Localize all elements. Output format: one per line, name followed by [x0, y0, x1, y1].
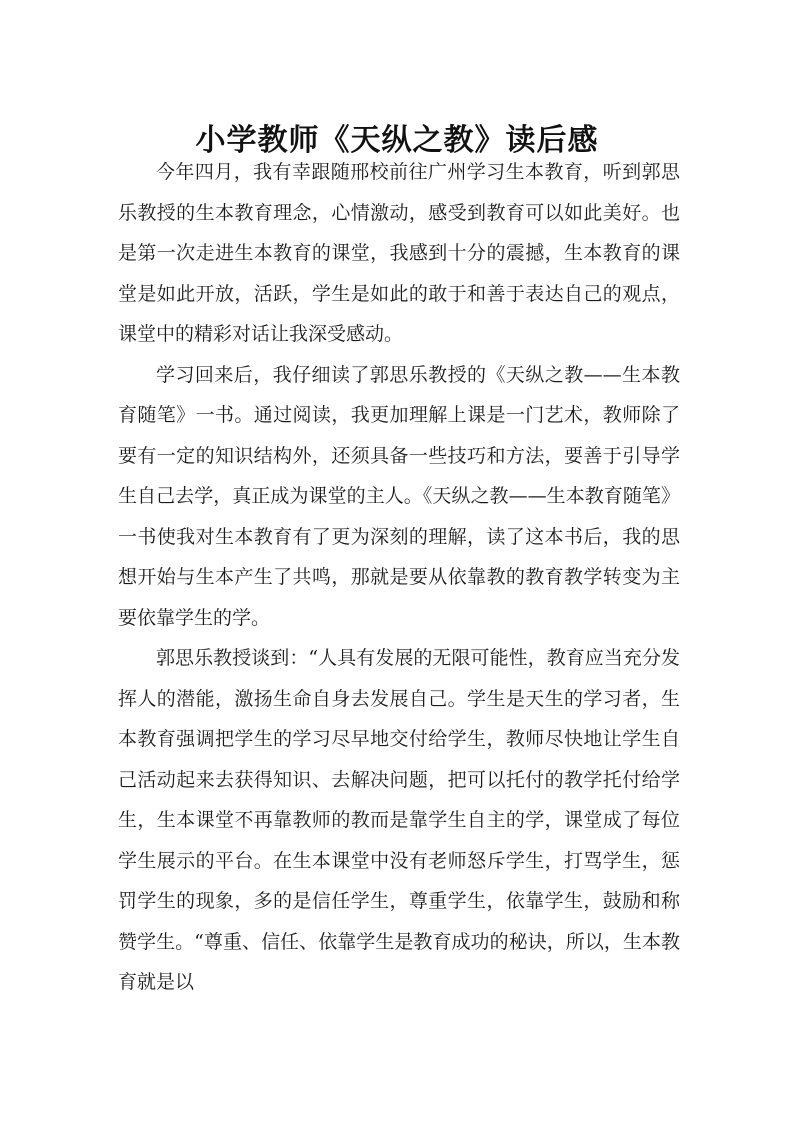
page-title: 小学教师《天纵之教》读后感	[195, 123, 599, 159]
paragraph-1: 今年四月，我有幸跟随邢校前往广州学习生本教育，听到郭思乐教授的生本教育理念，心情激动，感受到教育可以如此美好。也是第一次走进生本教育的课堂，我感到十分的震撼，生本教育的课堂是如此开放，活跃，学生是如此的敢于和善于表达自己的观点，课堂中的精彩对话让我深受感动。	[118, 161, 680, 345]
document-body	[118, 152, 680, 1003]
paragraph-2: 学习回来后，我仔细读了郭思乐教授的《天纵之教——生本教育随笔》一书。通过阅读，我更加理解上课是一门艺术，教师除了要有一定的知识结构外，还须具备一些技巧和方法，要善于引导学生自己去学，真正成为课堂的主人。《天纵之教——生本教育随笔》一书使我对生本教育有了更为深刻的理解，读了这本书后，我的思想开始与生本产生了共鸣，那就是要从依靠教的教育教学转变为主要依靠学生的学。	[118, 363, 680, 629]
paragraph-3: 郭思乐教授谈到：“人具有发展的无限可能性，教育应当充分发挥人的潜能，激扬生命自身去发展自己。学生是天生的学习者，生本教育强调把学生的学习尽早地交付给学生，教师尽快地让学生自己活动起来去获得知识、去解决问题，把可以托付的教学托付给学生，生本课堂不再靠教师的教而是靠学生自主的学，课堂成了每位学生展示的平台。在生本课堂中没有老师怒斥学生，打骂学生，惩罚学生的现象，多的是信任学生，尊重学生，依靠学生，鼓励和称赞学生。“尊重、信任、依靠学生是教育成功的秘诀，所以，生本教育就是以	[118, 647, 680, 993]
